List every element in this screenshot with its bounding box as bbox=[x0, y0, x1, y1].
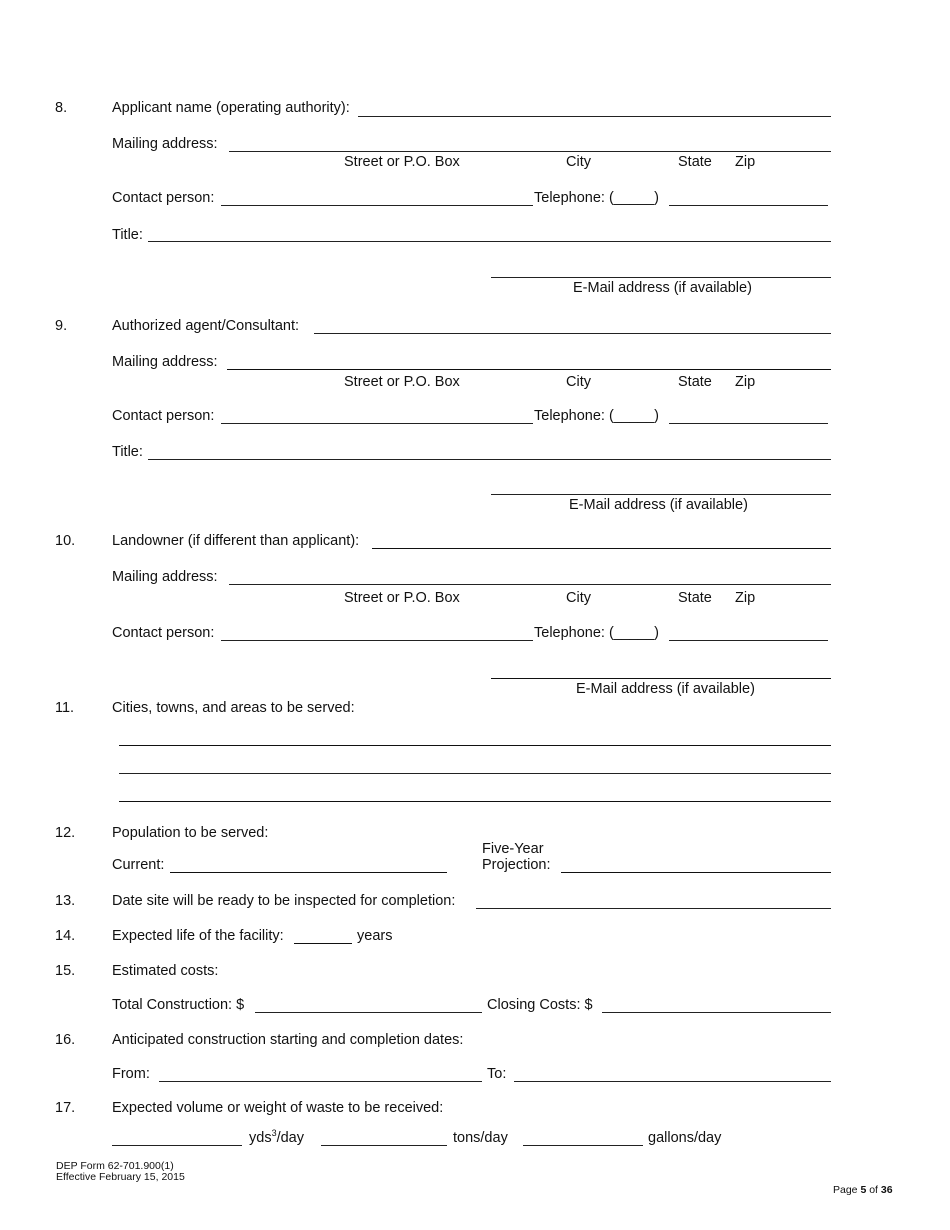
form-id: DEP Form 62-701.900(1) bbox=[56, 1160, 174, 1172]
closing-costs-field[interactable] bbox=[602, 1012, 831, 1013]
landowner-field[interactable] bbox=[372, 548, 831, 549]
closing-costs-label: Closing Costs: $ bbox=[487, 997, 593, 1013]
mailing-address-field[interactable] bbox=[229, 151, 831, 152]
waste-volume-label: Expected volume or weight of waste to be received: bbox=[112, 1100, 444, 1116]
zip-caption: Zip bbox=[735, 374, 756, 390]
contact-person-label: Contact person: bbox=[112, 190, 215, 206]
areas-served-line-3[interactable] bbox=[119, 801, 831, 802]
projection-label: Projection: bbox=[482, 857, 551, 873]
item-number-16: 16. bbox=[55, 1032, 76, 1048]
page-number: Page 5 of 36 bbox=[833, 1184, 893, 1196]
population-label: Population to be served: bbox=[112, 825, 269, 841]
item-number-14: 14. bbox=[55, 928, 76, 944]
street-caption: Street or P.O. Box bbox=[344, 374, 460, 390]
street-caption: Street or P.O. Box bbox=[344, 154, 460, 170]
telephone-field[interactable] bbox=[669, 423, 828, 424]
state-caption: State bbox=[678, 590, 712, 606]
gallons-per-day-field[interactable] bbox=[523, 1145, 643, 1146]
from-date-field[interactable] bbox=[159, 1081, 482, 1082]
authorized-agent-field[interactable] bbox=[314, 333, 831, 334]
years-unit: years bbox=[357, 928, 393, 944]
total-construction-field[interactable] bbox=[255, 1012, 482, 1013]
email-field[interactable] bbox=[491, 277, 831, 278]
to-date-field[interactable] bbox=[514, 1081, 831, 1082]
city-caption: City bbox=[566, 154, 591, 170]
estimated-costs-label: Estimated costs: bbox=[112, 963, 219, 979]
city-caption: City bbox=[566, 590, 591, 606]
item-number-17: 17. bbox=[55, 1100, 76, 1116]
state-caption: State bbox=[678, 154, 712, 170]
city-caption: City bbox=[566, 374, 591, 390]
gallons-per-day-unit: gallons/day bbox=[648, 1130, 722, 1146]
tons-per-day-field[interactable] bbox=[321, 1145, 447, 1146]
areas-served-label: Cities, towns, and areas to be served: bbox=[112, 700, 355, 716]
authorized-agent-label: Authorized agent/Consultant: bbox=[112, 318, 300, 334]
email-field[interactable] bbox=[491, 494, 831, 495]
telephone-label: Telephone: (_____) bbox=[534, 190, 659, 206]
yds-per-day-field[interactable] bbox=[112, 1145, 242, 1146]
contact-person-label: Contact person: bbox=[112, 625, 215, 641]
title-label: Title: bbox=[112, 227, 143, 243]
contact-person-field[interactable] bbox=[221, 640, 533, 641]
landowner-label: Landowner (if different than applicant): bbox=[112, 533, 360, 549]
state-caption: State bbox=[678, 374, 712, 390]
email-caption: E-Mail address (if available) bbox=[573, 280, 752, 296]
contact-person-label: Contact person: bbox=[112, 408, 215, 424]
tons-per-day-unit: tons/day bbox=[453, 1130, 508, 1146]
areas-served-line-2[interactable] bbox=[119, 773, 831, 774]
five-year-label: Five-Year bbox=[482, 841, 544, 857]
to-label: To: bbox=[487, 1066, 507, 1082]
from-label: From: bbox=[112, 1066, 150, 1082]
contact-person-field[interactable] bbox=[221, 205, 533, 206]
title-field[interactable] bbox=[148, 459, 831, 460]
item-number-13: 13. bbox=[55, 893, 76, 909]
item-number-10: 10. bbox=[55, 533, 76, 549]
telephone-field[interactable] bbox=[669, 205, 828, 206]
areas-served-line-1[interactable] bbox=[119, 745, 831, 746]
inspection-date-label: Date site will be ready to be inspected for completion: bbox=[112, 893, 456, 909]
title-label: Title: bbox=[112, 444, 143, 460]
item-number-9: 9. bbox=[55, 318, 68, 334]
title-field[interactable] bbox=[148, 241, 831, 242]
construction-dates-label: Anticipated construction starting and completion dates: bbox=[112, 1032, 464, 1048]
facility-life-field[interactable] bbox=[294, 943, 352, 944]
telephone-label: Telephone: (_____) bbox=[534, 625, 659, 641]
mailing-address-field[interactable] bbox=[229, 584, 831, 585]
inspection-date-field[interactable] bbox=[476, 908, 831, 909]
telephone-field[interactable] bbox=[669, 640, 828, 641]
item-number-15: 15. bbox=[55, 963, 76, 979]
telephone-label: Telephone: (_____) bbox=[534, 408, 659, 424]
projection-field[interactable] bbox=[561, 872, 831, 873]
mailing-address-label: Mailing address: bbox=[112, 136, 218, 152]
effective-date: Effective February 15, 2015 bbox=[56, 1171, 185, 1183]
mailing-address-label: Mailing address: bbox=[112, 354, 218, 370]
yds-per-day-unit: yds$^3$/day bbox=[249, 1128, 305, 1146]
applicant-name-label: Applicant name (operating authority): bbox=[112, 100, 350, 116]
item-number-11: 11. bbox=[55, 700, 75, 716]
current-label: Current: bbox=[112, 857, 165, 873]
mailing-address-label: Mailing address: bbox=[112, 569, 218, 585]
mailing-address-field[interactable] bbox=[227, 369, 831, 370]
email-caption: E-Mail address (if available) bbox=[569, 497, 748, 513]
total-construction-label: Total Construction: $ bbox=[112, 997, 245, 1013]
email-field[interactable] bbox=[491, 678, 831, 679]
contact-person-field[interactable] bbox=[221, 423, 533, 424]
email-caption: E-Mail address (if available) bbox=[576, 681, 755, 697]
item-number-8: 8. bbox=[55, 100, 68, 116]
zip-caption: Zip bbox=[735, 154, 756, 170]
applicant-name-field[interactable] bbox=[358, 116, 831, 117]
street-caption: Street or P.O. Box bbox=[344, 590, 460, 606]
current-population-field[interactable] bbox=[170, 872, 447, 873]
facility-life-label: Expected life of the facility: bbox=[112, 928, 284, 944]
item-number-12: 12. bbox=[55, 825, 76, 841]
zip-caption: Zip bbox=[735, 590, 756, 606]
